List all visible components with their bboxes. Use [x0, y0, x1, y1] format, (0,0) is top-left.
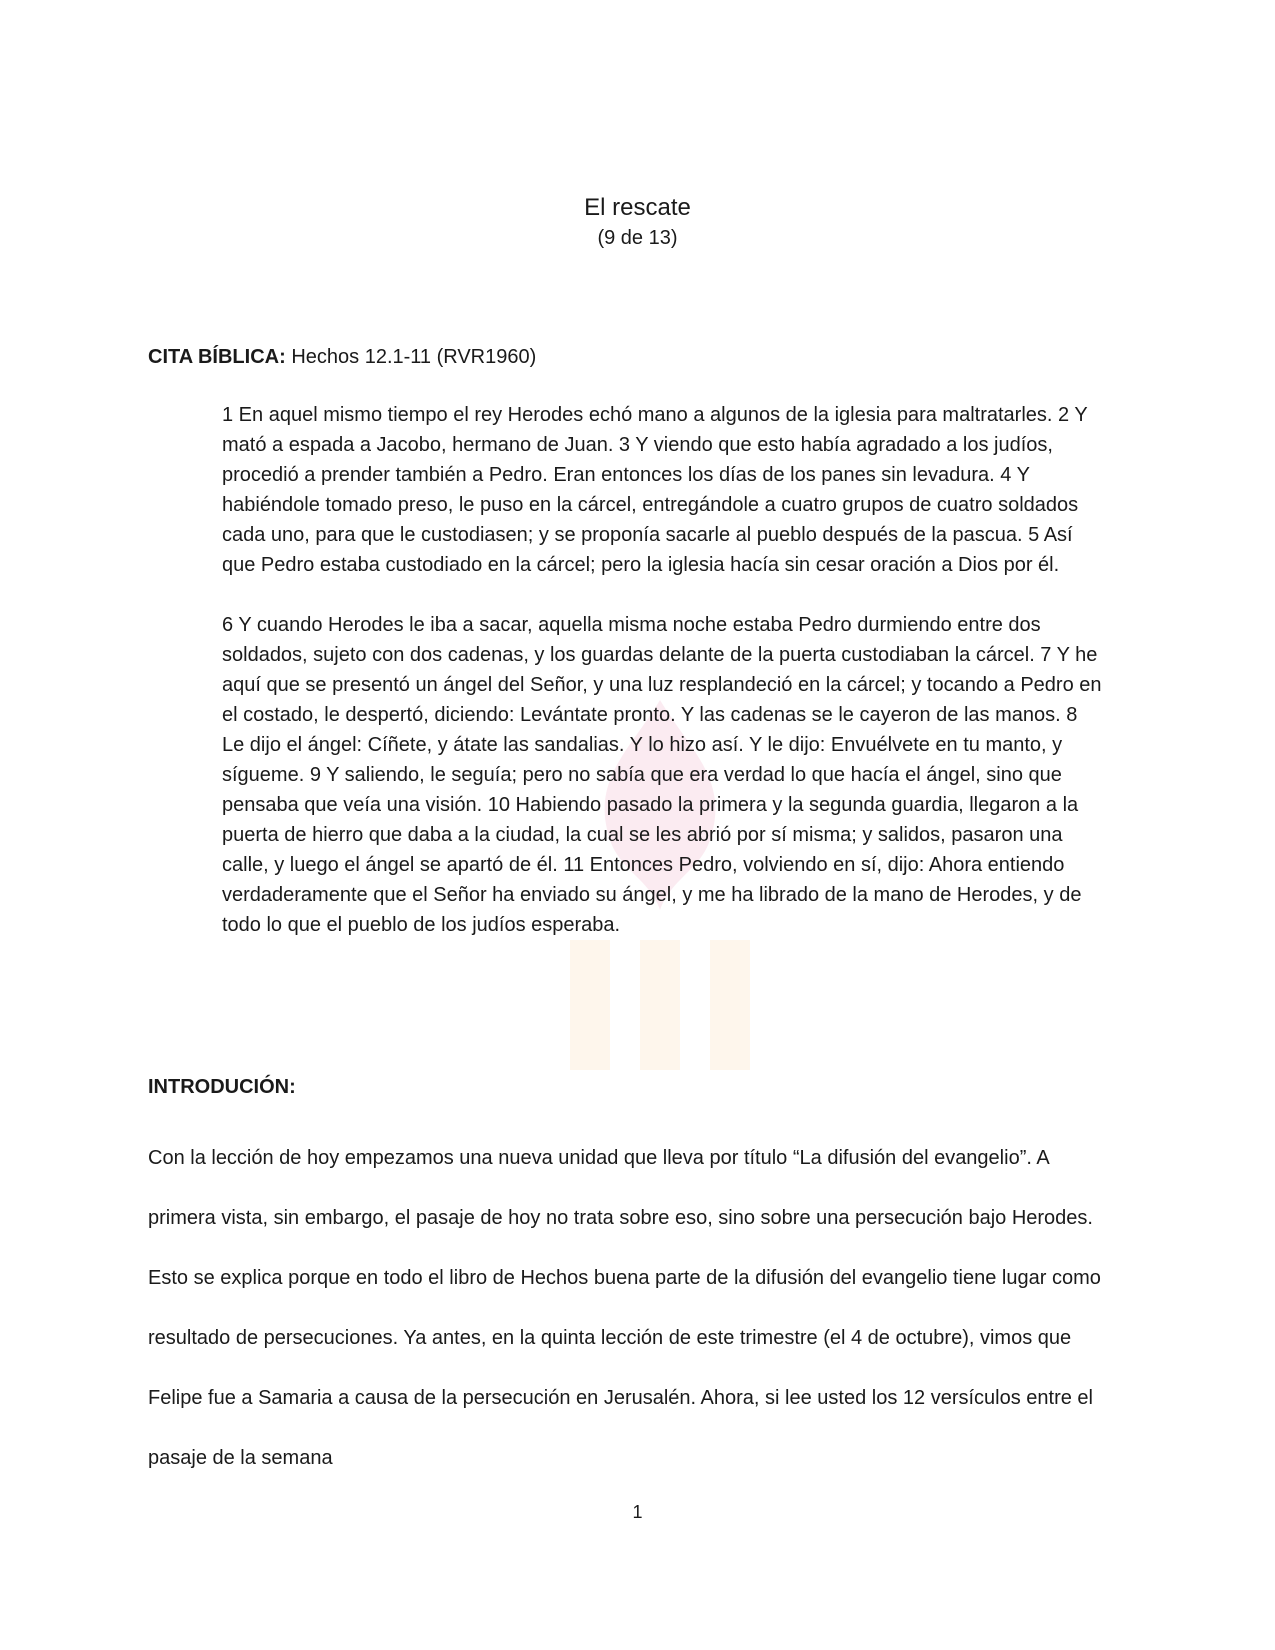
page-number: 1 — [632, 1502, 643, 1522]
document-title: El rescate — [584, 194, 691, 221]
introduction-body: Con la lección de hoy empezamos una nueva unidad que lleva por título “La difusión del evangelio”. A primera vista, sin embargo, el pasaje de hoy no trata sobre eso, sino sobre una persecución bajo Herodes. Esto se explica porque en todo el libro de Hechos buena parte de la difusión del evangelio tiene lugar como resultado de persecuciones. Ya antes, en la quinta lección de este trimestre (el 4 de octubre), vimos que Felipe fue a Samaria a causa de la persecución en Jerusalén. Ahora, si lee usted los 12 versículos entre el pasaje de la semana — [148, 1147, 1101, 1469]
scripture-passage — [222, 400, 1102, 940]
introduction-heading: INTRODUCIÓN: — [148, 1076, 296, 1098]
citation-reference: Hechos 12.1-11 (RVR1960) — [285, 346, 537, 368]
scripture-paragraph: 1 En aquel mismo tiempo el rey Herodes echó mano a algunos de la iglesia para maltratarles. 2 Y mató a espada a Jacobo, hermano de Juan. 3 Y viendo que esto había agradado a los judíos, procedió a prender también a Pedro. Eran entonces los días de los panes sin levadura. 4 Y habiéndole tomado preso, le puso en la cárcel, entregándole a cuatro grupos de cuatro soldados cada uno, para que le custodiasen; y se proponía sacarle al pueblo después de la pascua. 5 Así que Pedro estaba custodiado en la cárcel; pero la iglesia hacía sin cesar oración a Dios por él. — [222, 404, 1088, 576]
scripture-paragraph: 6 Y cuando Herodes le iba a sacar, aquella misma noche estaba Pedro durmiendo entre dos soldados, sujeto con dos cadenas, y los guardas delante de la puerta custodiaban la cárcel. 7 Y he aquí que se presentó un ángel del Señor, y una luz resplandeció en la cárcel; y tocando a Pedro en el costado, le despertó, diciendo: Levántate pronto. Y las cadenas se le cayeron de las manos. 8 Le dijo el ángel: Cíñete, y átate las sandalias. Y lo hizo así. Y le dijo: Envuélvete en tu manto, y sígueme. 9 Y saliendo, le seguía; pero no sabía que era verdad lo que hacía el ángel, sino que pensaba que veía una visión. 10 Habiendo pasado la primera y la segunda guardia, llegaron a la puerta de hierro que daba a la ciudad, la cual se les abrió por sí misma; y salidos, pasaron una calle, y luego el ángel se apartó de él. 11 Entonces Pedro, volviendo en sí, dijo: Ahora entiendo verdaderamente que el Señor ha enviado su ángel, y me ha librado de la mano de Herodes, y de todo lo que el pueblo de los judíos esperaba. — [222, 614, 1102, 936]
citation-label: CITA BÍBLICA: — [148, 346, 286, 368]
title-block — [0, 192, 1275, 252]
bible-citation — [148, 343, 536, 371]
document-subtitle: (9 de 13) — [597, 227, 678, 249]
